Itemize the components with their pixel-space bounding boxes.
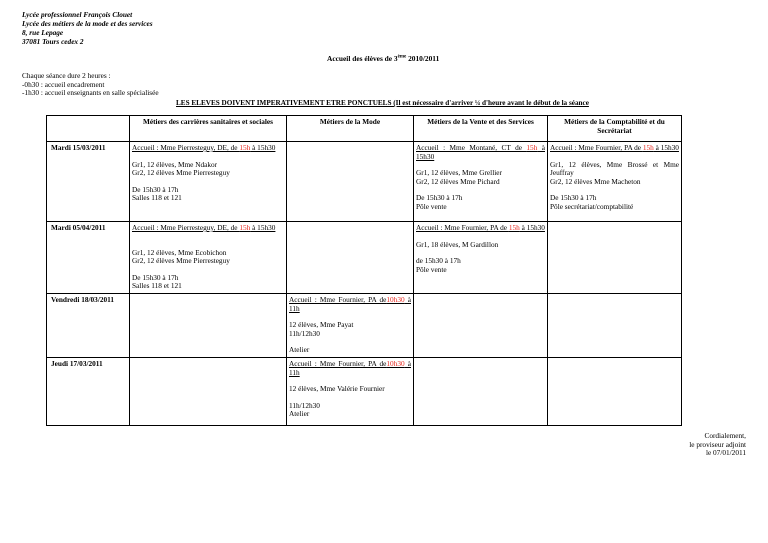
group-line: Gr1, 12 élèves, Mme Ndakor <box>132 159 218 169</box>
time-line: De 15h30 à 17h <box>132 184 179 194</box>
place-line: Pôle secrétariat/comptabilité <box>550 201 634 211</box>
header-vente: Métiers de la Vente et des Services <box>414 116 548 142</box>
compta-cell <box>548 222 682 294</box>
intro-block <box>22 72 159 98</box>
group-line: Gr2, 12 élèves Mme Pierresteguy <box>132 256 230 266</box>
vente-cell <box>414 142 548 222</box>
intro-line-3: -1h30 : accueil enseignants en salle spécialisée <box>22 88 159 98</box>
table-row <box>47 142 682 222</box>
address-street: 8, rue Lepage <box>22 28 64 37</box>
group-line: Gr1, 12 élèves, Mme Grellier <box>416 168 502 178</box>
table-row <box>47 222 682 294</box>
header-mode: Métiers de la Mode <box>287 116 414 142</box>
place-line: Salles 118 et 121 <box>132 281 182 291</box>
table-row <box>47 294 682 358</box>
sanitaire-cell <box>130 357 287 425</box>
title-prefix: Accueil des élèves de 3 <box>327 54 398 63</box>
vente-cell <box>414 294 548 358</box>
table-row <box>47 357 682 425</box>
header-sanitaire: Métiers des carrières sanitaires et sociales <box>130 116 287 142</box>
group-line: Gr2, 12 élèves Mme Pichard <box>416 176 500 186</box>
place-line: Atelier <box>289 409 310 419</box>
group-line: 12 élèves, Mme Valérie Fournier <box>289 384 385 394</box>
mode-cell <box>287 357 414 425</box>
compta-cell <box>548 142 682 222</box>
accueil-line: Accueil : Mme Fournier, PA de 15h à 15h30 <box>550 143 679 152</box>
compta-cell <box>548 294 682 358</box>
day-cell: Vendredi 18/03/2011 <box>47 294 130 358</box>
schedule-table <box>46 115 682 426</box>
signature-role: le proviseur adjoint <box>689 439 746 449</box>
day-cell: Jeudi 17/03/2011 <box>47 357 130 425</box>
mode-cell <box>287 222 414 294</box>
accueil-line: Accueil : Mme Fournier, PA de10h30 à 11h <box>289 295 411 313</box>
group-line: Gr1, 12 élèves, Mme Brossé et Mme Jeuffray <box>550 159 679 178</box>
title-sup: ème <box>397 54 407 60</box>
header-compta: Métiers de la Comptabilité et du Secrétariat <box>548 116 682 142</box>
day-cell: Mardi 05/04/2011 <box>47 222 130 294</box>
document-title <box>327 54 439 64</box>
accueil-line: Accueil : Mme Pierresteguy, DE, de 15h à 15h30 <box>132 223 276 232</box>
address-city: 37081 Tours cedex 2 <box>22 37 84 46</box>
accueil-line: Accueil : Mme Pierresteguy, DE, de 15h à 15h30 <box>132 143 276 152</box>
sanitaire-cell <box>130 142 287 222</box>
time-line: De 15h30 à 17h <box>132 272 179 282</box>
accueil-line: Accueil : Mme Fournier, PA de10h30 à 11h <box>289 358 411 377</box>
group-line: 12 élèves, Mme Payat <box>289 320 354 330</box>
accueil-line: Accueil : Mme Montané, CT de 15h à 15h30 <box>416 143 545 161</box>
time-line: De 15h30 à 17h <box>416 193 463 203</box>
vente-cell <box>414 222 548 294</box>
time-line: 11h/12h30 <box>289 400 320 410</box>
group-line: Gr2, 12 élèves Mme Pierresteguy <box>132 168 230 178</box>
compta-cell <box>548 357 682 425</box>
mode-cell <box>287 142 414 222</box>
signature-block <box>689 432 746 458</box>
school-header <box>22 10 153 46</box>
header-row <box>47 116 682 142</box>
time-line: De 15h30 à 17h <box>550 193 597 203</box>
time-line: 11h/12h30 <box>289 328 320 338</box>
place-line: Salles 118 et 121 <box>132 193 182 203</box>
group-line: Gr1, 12 élèves, Mme Ecobichon <box>132 247 227 257</box>
group-line: Gr2, 12 élèves Mme Macheton <box>550 176 641 186</box>
place-line: Atelier <box>289 345 310 355</box>
group-line: Gr1, 18 élèves, M Gardillon <box>416 239 499 249</box>
mode-cell <box>287 294 414 358</box>
intro-line-2: -0h30 : accueil encadrement <box>22 79 105 89</box>
sanitaire-cell <box>130 222 287 294</box>
punctuality-warning: LES ELEVES DOIVENT IMPERATIVEMENT ETRE PONCTUELS (Il est nécessaire d'arriver ¼ d'heure avant le début de la séance <box>176 99 589 107</box>
place-line: Pôle vente <box>416 264 447 274</box>
place-line: Pôle vente <box>416 201 447 211</box>
vente-cell <box>414 357 548 425</box>
school-name: Lycée professionnel François Clouet <box>22 10 133 19</box>
signature-date: le 07/01/2011 <box>705 448 746 458</box>
sanitaire-cell <box>130 294 287 358</box>
intro-line-1: Chaque séance dure 2 heures : <box>22 71 111 80</box>
signature-greeting: Cordialement, <box>704 431 746 440</box>
school-subtitle: Lycée des métiers de la mode et des services <box>22 19 153 28</box>
day-cell: Mardi 15/03/2011 <box>47 142 130 222</box>
accueil-line: Accueil : Mme Fournier, PA de 15h à 15h30 <box>416 223 545 232</box>
title-suffix: 2010/2011 <box>406 54 440 63</box>
time-line: de 15h30 à 17h <box>416 256 461 266</box>
header-day <box>47 116 130 142</box>
